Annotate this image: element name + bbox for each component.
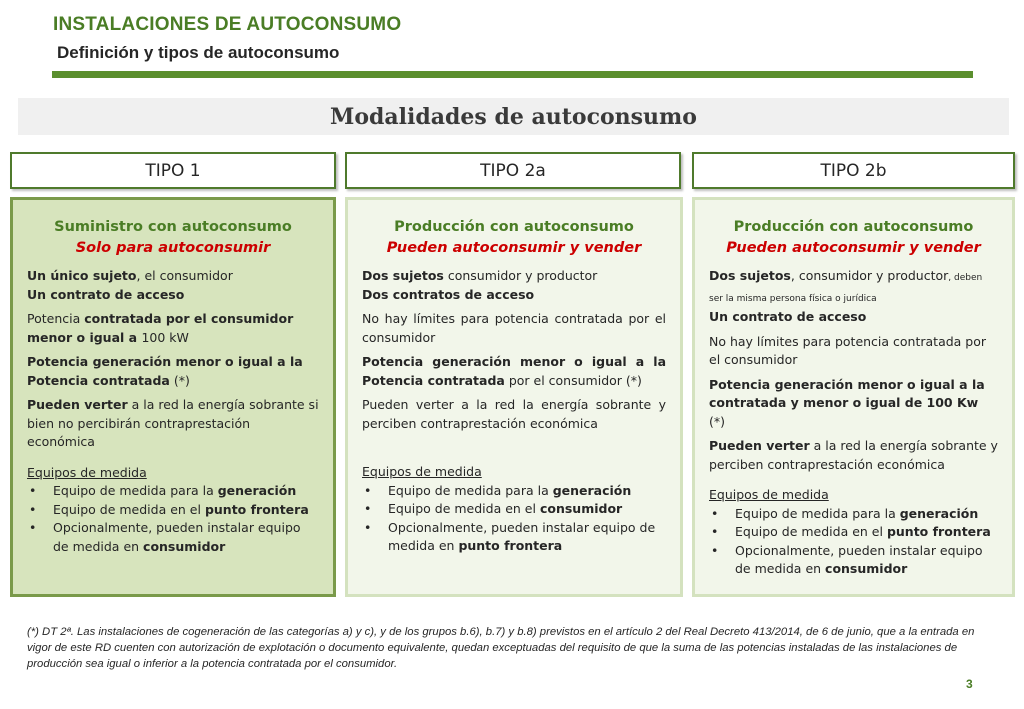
- card-power-generation: Potencia generación menor o igual a la Potencia contratada (*): [27, 354, 303, 388]
- list-item: • Opcionalmente, pueden instalar equipo de medida en consumidor: [709, 542, 998, 579]
- tipo-2a-card: [345, 197, 683, 597]
- card-equipos-title: Equipos de medida: [362, 464, 482, 479]
- tipo-2b-label: TIPO 2b: [820, 160, 887, 181]
- tipo-1-label: TIPO 1: [145, 160, 201, 181]
- card-subjects: Dos sujetos, consumidor y productor, deben ser la misma persona física o jurídica Un contrato de acceso: [709, 268, 983, 324]
- card-subjects: Dos sujetos consumidor y productor Dos contratos de acceso: [362, 268, 598, 302]
- tipo-1-card: [10, 197, 336, 597]
- card-equipos-title: Equipos de medida: [709, 487, 829, 502]
- list-item: • Equipo de medida en el consumidor: [362, 500, 666, 519]
- list-item: • Equipo de medida en el punto frontera: [27, 501, 319, 520]
- list-item: • Equipo de medida para la generación: [362, 482, 666, 501]
- list-item: • Opcionalmente, pueden instalar equipo de medida en consumidor: [27, 519, 319, 556]
- card-heading: Producción con autoconsumo: [394, 219, 634, 235]
- tipo-2a-header: [345, 152, 681, 189]
- card-subheading: Pueden autoconsumir y vender: [726, 240, 981, 256]
- card-energy-export: Pueden verter a la red la energía sobrante si bien no percibirán contraprestación económica: [27, 397, 319, 449]
- header-subtitle: Definición y tipos de autoconsumo: [57, 43, 340, 62]
- card-subjects: Un único sujeto, el consumidor Un contrato de acceso: [27, 268, 233, 302]
- list-item: • Equipo de medida en el punto frontera: [709, 523, 998, 542]
- card-power-contracted: No hay límites para potencia contratada por el consumidor: [709, 333, 987, 367]
- card-energy-export: Pueden verter a la red la energía sobrante y perciben contraprestación económica: [362, 397, 666, 431]
- card-heading: Producción con autoconsumo: [733, 219, 974, 235]
- card-subheading: Pueden autoconsumir y vender: [386, 240, 642, 256]
- card-power-generation: Potencia generación menor o igual a la contratada y menor o igual de 100 Kw (*): [709, 376, 985, 429]
- list-item: • Opcionalmente, pueden instalar equipo de medida en punto frontera: [362, 519, 666, 556]
- card-heading: Suministro con autoconsumo: [54, 219, 292, 235]
- card-equipos-list: [709, 505, 998, 579]
- list-item: • Equipo de medida para la generación: [27, 482, 319, 501]
- card-subheading: Solo para autoconsumir: [75, 240, 271, 256]
- page-number: 3: [966, 677, 973, 691]
- header-divider: [52, 71, 973, 78]
- header-title: INSTALACIONES DE AUTOCONSUMO: [53, 14, 402, 35]
- card-power-contracted: No hay límites para potencia contratada por el consumidor: [362, 311, 666, 345]
- card-equipos-title: Equipos de medida: [27, 464, 147, 480]
- tipo-2b-header: [692, 152, 1015, 189]
- card-power-generation: Potencia generación menor o igual a la Potencia contratada por el consumidor (*): [362, 354, 666, 388]
- card-equipos-list: [27, 482, 319, 556]
- banner-title: Modalidades de autoconsumo: [330, 103, 697, 130]
- card-equipos-list: [362, 482, 666, 556]
- list-item: • Equipo de medida para la generación: [709, 505, 998, 524]
- tipo-1-header: [10, 152, 336, 189]
- card-energy-export: Pueden verter a la red la energía sobrante y perciben contraprestación económica: [709, 438, 998, 472]
- tipo-2a-label: TIPO 2a: [480, 160, 546, 181]
- card-power-contracted: Potencia contratada por el consumidor menor o igual a 100 kW: [27, 311, 294, 345]
- tipo-2b-card: [692, 197, 1015, 597]
- section-banner: [18, 98, 1009, 135]
- footnote: (*) DT 2ª. Las instalaciones de cogeneración de las categorías a) y c), y de los grupos b.6), b.7) y b.8) previstos en el artículo 2 del Real Decreto 413/2014, de 6 de junio, que a la entrada en vigor de este RD cuenten con autorización de explotación o documento equivalente, quedan exceptuadas del requisito de que la suma de las potencias instaladas de las instalaciones de producción sea igual o inferior a la potencia contratada por el consumidor.: [27, 626, 975, 670]
